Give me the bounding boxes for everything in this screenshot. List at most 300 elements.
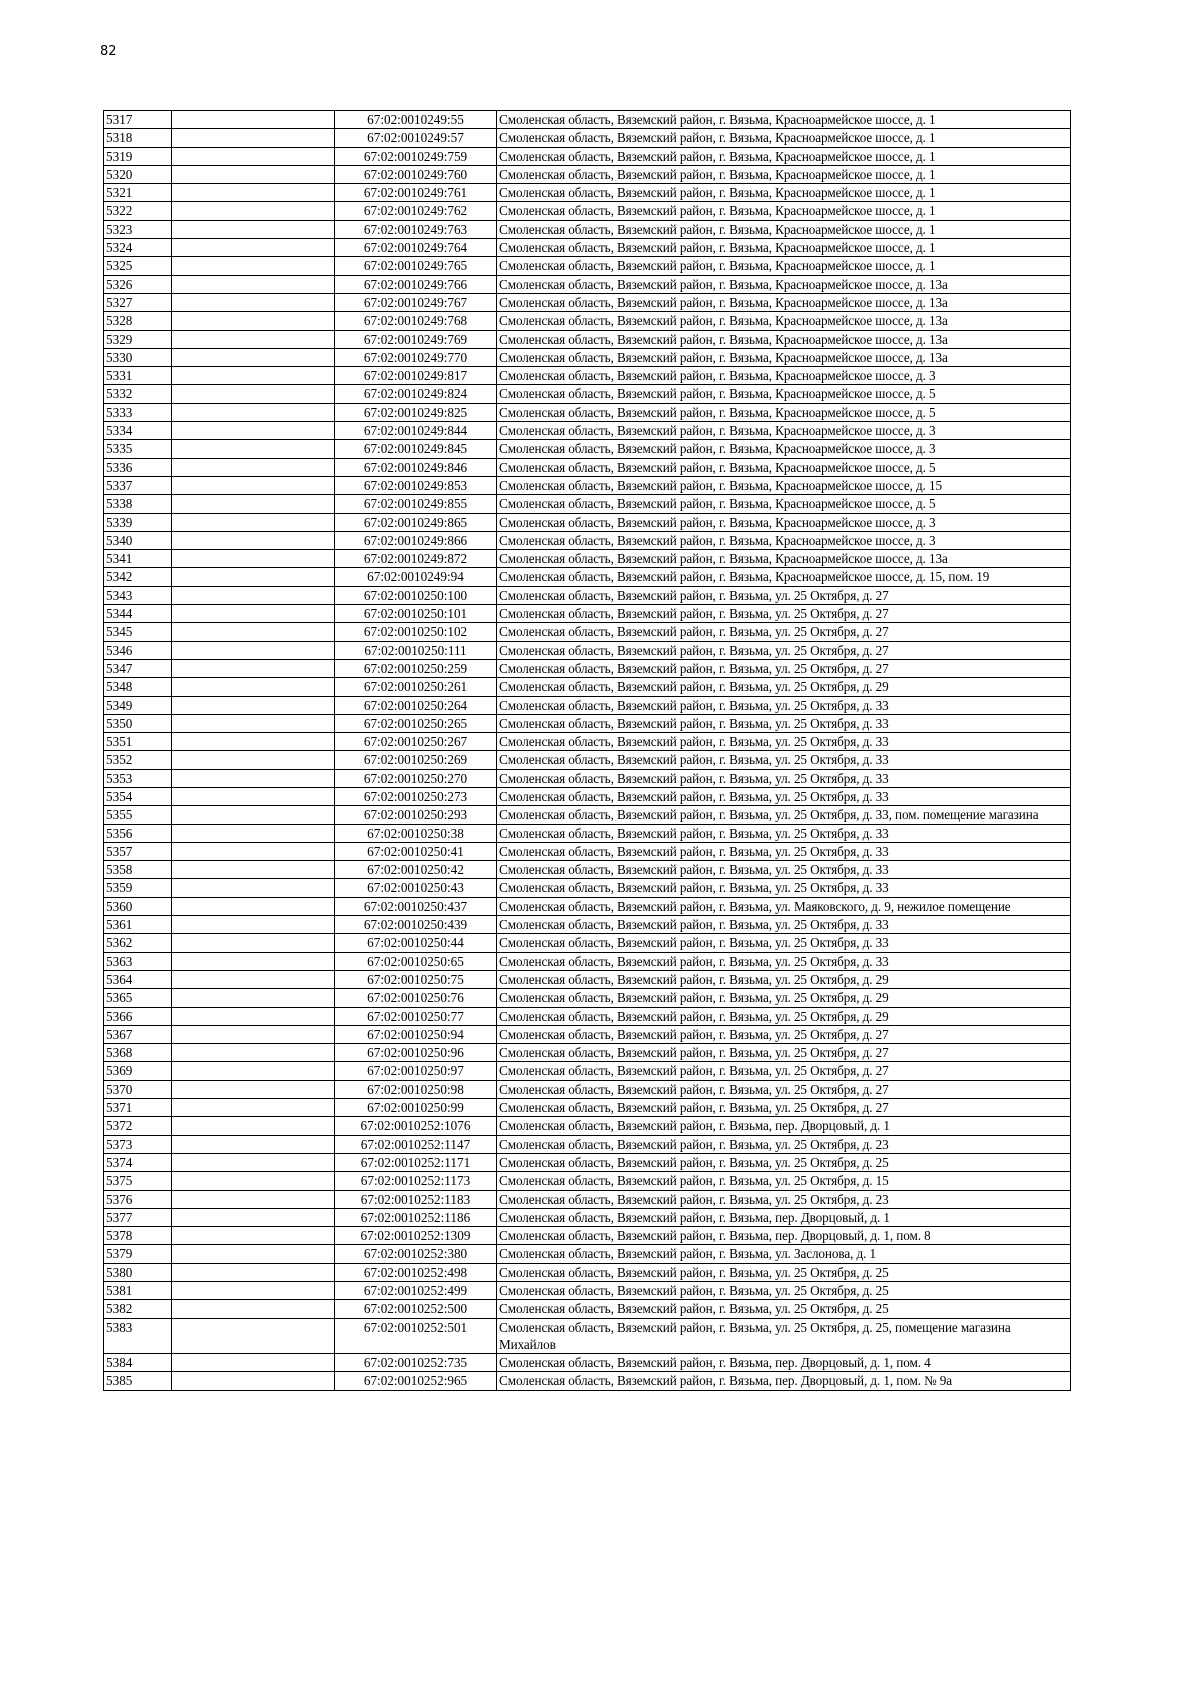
table-row (104, 605, 1071, 623)
cadastral-number-cell: 67:02:0010249:853 (335, 476, 497, 494)
address-cell: Смоленская область, Вяземский район, г. Вязьма, Красноармейское шоссе, д. 5 (497, 458, 1071, 476)
row-number-cell: 5335 (104, 440, 172, 458)
row-number-cell: 5352 (104, 751, 172, 769)
table-row (104, 1135, 1071, 1153)
table-row (104, 1282, 1071, 1300)
row-number-cell: 5354 (104, 787, 172, 805)
empty-cell (172, 1318, 335, 1354)
row-number-cell: 5377 (104, 1208, 172, 1226)
row-number-cell: 5359 (104, 879, 172, 897)
empty-cell (172, 623, 335, 641)
row-number-cell: 5338 (104, 495, 172, 513)
row-number-cell: 5363 (104, 952, 172, 970)
empty-cell (172, 897, 335, 915)
cadastral-number-cell: 67:02:0010249:762 (335, 202, 497, 220)
empty-cell (172, 422, 335, 440)
address-cell: Смоленская область, Вяземский район, г. Вязьма, пер. Дворцовый, д. 1, пом. № 9а (497, 1372, 1071, 1390)
row-number-cell: 5331 (104, 367, 172, 385)
address-cell: Смоленская область, Вяземский район, г. Вязьма, ул. 25 Октября, д. 33 (497, 696, 1071, 714)
address-cell: Смоленская область, Вяземский район, г. Вязьма, ул. 25 Октября, д. 33 (497, 824, 1071, 842)
empty-cell (172, 348, 335, 366)
table-row (104, 348, 1071, 366)
address-cell: Смоленская область, Вяземский район, г. Вязьма, Красноармейское шоссе, д. 1 (497, 147, 1071, 165)
address-cell: Смоленская область, Вяземский район, г. Вязьма, Красноармейское шоссе, д. 3 (497, 422, 1071, 440)
address-cell: Смоленская область, Вяземский район, г. Вязьма, ул. 25 Октября, д. 27 (497, 586, 1071, 604)
cadastral-number-cell: 67:02:0010250:437 (335, 897, 497, 915)
address-cell: Смоленская область, Вяземский район, г. Вязьма, ул. 25 Октября, д. 33 (497, 751, 1071, 769)
empty-cell (172, 1372, 335, 1390)
row-number-cell: 5342 (104, 568, 172, 586)
row-number-cell: 5360 (104, 897, 172, 915)
table-row (104, 751, 1071, 769)
cadastral-number-cell: 67:02:0010250:41 (335, 842, 497, 860)
table-row (104, 367, 1071, 385)
row-number-cell: 5327 (104, 293, 172, 311)
cadastral-number-cell: 67:02:0010250:269 (335, 751, 497, 769)
table-row (104, 1227, 1071, 1245)
table-row (104, 989, 1071, 1007)
table-row (104, 1044, 1071, 1062)
cadastral-number-cell: 67:02:0010249:845 (335, 440, 497, 458)
row-number-cell: 5334 (104, 422, 172, 440)
address-cell: Смоленская область, Вяземский район, г. Вязьма, ул. Заслонова, д. 1 (497, 1245, 1071, 1263)
table-row (104, 531, 1071, 549)
table-row (104, 220, 1071, 238)
empty-cell (172, 1135, 335, 1153)
address-cell: Смоленская область, Вяземский район, г. Вязьма, пер. Дворцовый, д. 1, пом. 4 (497, 1354, 1071, 1372)
row-number-cell: 5353 (104, 769, 172, 787)
table-row (104, 1025, 1071, 1043)
row-number-cell: 5378 (104, 1227, 172, 1245)
table-row (104, 147, 1071, 165)
table-row (104, 1263, 1071, 1281)
row-number-cell: 5362 (104, 934, 172, 952)
row-number-cell: 5336 (104, 458, 172, 476)
address-cell: Смоленская область, Вяземский район, г. Вязьма, Красноармейское шоссе, д. 3 (497, 367, 1071, 385)
table-row (104, 586, 1071, 604)
row-number-cell: 5340 (104, 531, 172, 549)
empty-cell (172, 476, 335, 494)
row-number-cell: 5319 (104, 147, 172, 165)
empty-cell (172, 403, 335, 421)
empty-cell (172, 1007, 335, 1025)
address-cell: Смоленская область, Вяземский район, г. Вязьма, ул. 25 Октября, д. 33 (497, 769, 1071, 787)
cadastral-number-cell: 67:02:0010249:824 (335, 385, 497, 403)
empty-cell (172, 641, 335, 659)
empty-cell (172, 458, 335, 476)
table-row (104, 1208, 1071, 1226)
address-cell: Смоленская область, Вяземский район, г. Вязьма, пер. Дворцовый, д. 1, пом. 8 (497, 1227, 1071, 1245)
address-cell: Смоленская область, Вяземский район, г. Вязьма, Красноармейское шоссе, д. 3 (497, 513, 1071, 531)
row-number-cell: 5345 (104, 623, 172, 641)
cadastral-number-cell: 67:02:0010249:770 (335, 348, 497, 366)
table-row (104, 403, 1071, 421)
table-row (104, 897, 1071, 915)
table-row (104, 1080, 1071, 1098)
row-number-cell: 5328 (104, 312, 172, 330)
cadastral-number-cell: 67:02:0010249:94 (335, 568, 497, 586)
address-cell: Смоленская область, Вяземский район, г. Вязьма, Красноармейское шоссе, д. 13а (497, 550, 1071, 568)
row-number-cell: 5329 (104, 330, 172, 348)
table-row (104, 476, 1071, 494)
row-number-cell: 5321 (104, 184, 172, 202)
address-cell: Смоленская область, Вяземский район, г. Вязьма, ул. 25 Октября, д. 33 (497, 714, 1071, 732)
row-number-cell: 5330 (104, 348, 172, 366)
row-number-cell: 5317 (104, 111, 172, 129)
empty-cell (172, 1080, 335, 1098)
empty-cell (172, 879, 335, 897)
address-cell: Смоленская область, Вяземский район, г. Вязьма, ул. 25 Октября, д. 25, помещение магазина Михайлов (497, 1318, 1071, 1354)
table-row (104, 513, 1071, 531)
address-cell: Смоленская область, Вяземский район, г. Вязьма, Красноармейское шоссе, д. 13а (497, 348, 1071, 366)
cadastral-number-cell: 67:02:0010249:865 (335, 513, 497, 531)
empty-cell (172, 787, 335, 805)
table-row (104, 842, 1071, 860)
cadastral-number-cell: 67:02:0010249:767 (335, 293, 497, 311)
cadastral-number-cell: 67:02:0010252:380 (335, 1245, 497, 1263)
address-cell: Смоленская область, Вяземский район, г. Вязьма, ул. 25 Октября, д. 23 (497, 1190, 1071, 1208)
empty-cell (172, 312, 335, 330)
cadastral-number-cell: 67:02:0010252:1076 (335, 1117, 497, 1135)
table-row (104, 769, 1071, 787)
row-number-cell: 5326 (104, 275, 172, 293)
address-cell: Смоленская область, Вяземский район, г. Вязьма, ул. 25 Октября, д. 27 (497, 623, 1071, 641)
address-cell: Смоленская область, Вяземский район, г. Вязьма, Красноармейское шоссе, д. 13а (497, 330, 1071, 348)
address-cell: Смоленская область, Вяземский район, г. Вязьма, ул. 25 Октября, д. 27 (497, 659, 1071, 677)
empty-cell (172, 842, 335, 860)
table-row (104, 1172, 1071, 1190)
table-row (104, 824, 1071, 842)
empty-cell (172, 440, 335, 458)
row-number-cell: 5383 (104, 1318, 172, 1354)
address-cell: Смоленская область, Вяземский район, г. Вязьма, ул. 25 Октября, д. 25 (497, 1263, 1071, 1281)
empty-cell (172, 1117, 335, 1135)
table-row (104, 1190, 1071, 1208)
empty-cell (172, 568, 335, 586)
cadastral-number-cell: 67:02:0010250:102 (335, 623, 497, 641)
cadastral-number-cell: 67:02:0010252:500 (335, 1300, 497, 1318)
empty-cell (172, 550, 335, 568)
address-cell: Смоленская область, Вяземский район, г. Вязьма, ул. 25 Октября, д. 33, пом. помещение магазина (497, 806, 1071, 824)
address-cell: Смоленская область, Вяземский район, г. Вязьма, ул. 25 Октября, д. 29 (497, 1007, 1071, 1025)
row-number-cell: 5357 (104, 842, 172, 860)
row-number-cell: 5358 (104, 861, 172, 879)
row-number-cell: 5343 (104, 586, 172, 604)
address-cell: Смоленская область, Вяземский район, г. Вязьма, Красноармейское шоссе, д. 3 (497, 440, 1071, 458)
empty-cell (172, 495, 335, 513)
cadastral-number-cell: 67:02:0010250:111 (335, 641, 497, 659)
address-cell: Смоленская область, Вяземский район, г. Вязьма, ул. 25 Октября, д. 33 (497, 842, 1071, 860)
empty-cell (172, 659, 335, 677)
cadastral-number-cell: 67:02:0010250:42 (335, 861, 497, 879)
cadastral-number-cell: 67:02:0010249:768 (335, 312, 497, 330)
row-number-cell: 5366 (104, 1007, 172, 1025)
table-row (104, 970, 1071, 988)
cadastral-number-cell: 67:02:0010250:273 (335, 787, 497, 805)
cadastral-number-cell: 67:02:0010249:766 (335, 275, 497, 293)
address-cell: Смоленская область, Вяземский район, г. Вязьма, ул. 25 Октября, д. 29 (497, 678, 1071, 696)
cadastral-number-cell: 67:02:0010249:57 (335, 129, 497, 147)
table-row (104, 1318, 1071, 1354)
cadastral-number-cell: 67:02:0010249:761 (335, 184, 497, 202)
table-row (104, 641, 1071, 659)
table-row (104, 714, 1071, 732)
empty-cell (172, 1300, 335, 1318)
row-number-cell: 5370 (104, 1080, 172, 1098)
cadastral-number-cell: 67:02:0010249:855 (335, 495, 497, 513)
address-cell: Смоленская область, Вяземский район, г. Вязьма, Красноармейское шоссе, д. 3 (497, 531, 1071, 549)
cadastral-number-cell: 67:02:0010249:764 (335, 239, 497, 257)
empty-cell (172, 1025, 335, 1043)
row-number-cell: 5348 (104, 678, 172, 696)
empty-cell (172, 1354, 335, 1372)
cadastral-number-cell: 67:02:0010249:760 (335, 165, 497, 183)
cadastral-number-cell: 67:02:0010250:439 (335, 916, 497, 934)
cadastral-number-cell: 67:02:0010249:846 (335, 458, 497, 476)
empty-cell (172, 733, 335, 751)
empty-cell (172, 769, 335, 787)
address-cell: Смоленская область, Вяземский район, г. Вязьма, ул. 25 Октября, д. 25 (497, 1300, 1071, 1318)
property-table (103, 110, 1071, 1391)
row-number-cell: 5333 (104, 403, 172, 421)
empty-cell (172, 970, 335, 988)
cadastral-number-cell: 67:02:0010250:96 (335, 1044, 497, 1062)
table-row (104, 1062, 1071, 1080)
address-cell: Смоленская область, Вяземский район, г. Вязьма, ул. 25 Октября, д. 33 (497, 787, 1071, 805)
cadastral-number-cell: 67:02:0010250:293 (335, 806, 497, 824)
empty-cell (172, 586, 335, 604)
empty-cell (172, 678, 335, 696)
table-row (104, 239, 1071, 257)
cadastral-number-cell: 67:02:0010250:75 (335, 970, 497, 988)
address-cell: Смоленская область, Вяземский район, г. Вязьма, Красноармейское шоссе, д. 1 (497, 165, 1071, 183)
empty-cell (172, 531, 335, 549)
address-cell: Смоленская область, Вяземский район, г. Вязьма, ул. 25 Октября, д. 25 (497, 1153, 1071, 1171)
empty-cell (172, 275, 335, 293)
row-number-cell: 5323 (104, 220, 172, 238)
cadastral-number-cell: 67:02:0010250:97 (335, 1062, 497, 1080)
cadastral-number-cell: 67:02:0010249:825 (335, 403, 497, 421)
cadastral-number-cell: 67:02:0010250:77 (335, 1007, 497, 1025)
table-row (104, 1117, 1071, 1135)
empty-cell (172, 1099, 335, 1117)
empty-cell (172, 916, 335, 934)
cadastral-number-cell: 67:02:0010252:501 (335, 1318, 497, 1354)
empty-cell (172, 861, 335, 879)
empty-cell (172, 1153, 335, 1171)
cadastral-number-cell: 67:02:0010250:264 (335, 696, 497, 714)
empty-cell (172, 513, 335, 531)
table-row (104, 550, 1071, 568)
row-number-cell: 5339 (104, 513, 172, 531)
cadastral-number-cell: 67:02:0010252:499 (335, 1282, 497, 1300)
table-body (104, 111, 1071, 1391)
table-row (104, 1099, 1071, 1117)
empty-cell (172, 824, 335, 842)
table-row (104, 495, 1071, 513)
table-row (104, 659, 1071, 677)
row-number-cell: 5346 (104, 641, 172, 659)
row-number-cell: 5347 (104, 659, 172, 677)
cadastral-number-cell: 67:02:0010252:1171 (335, 1153, 497, 1171)
address-cell: Смоленская область, Вяземский район, г. Вязьма, Красноармейское шоссе, д. 1 (497, 129, 1071, 147)
cadastral-number-cell: 67:02:0010252:1183 (335, 1190, 497, 1208)
empty-cell (172, 934, 335, 952)
cadastral-number-cell: 67:02:0010252:1309 (335, 1227, 497, 1245)
cadastral-number-cell: 67:02:0010249:765 (335, 257, 497, 275)
address-cell: Смоленская область, Вяземский район, г. Вязьма, Красноармейское шоссе, д. 1 (497, 111, 1071, 129)
empty-cell (172, 806, 335, 824)
cadastral-number-cell: 67:02:0010252:498 (335, 1263, 497, 1281)
address-cell: Смоленская область, Вяземский район, г. Вязьма, Красноармейское шоссе, д. 5 (497, 403, 1071, 421)
cadastral-number-cell: 67:02:0010252:1186 (335, 1208, 497, 1226)
address-cell: Смоленская область, Вяземский район, г. Вязьма, пер. Дворцовый, д. 1 (497, 1208, 1071, 1226)
table-row (104, 184, 1071, 202)
address-cell: Смоленская область, Вяземский район, г. Вязьма, ул. 25 Октября, д. 15 (497, 1172, 1071, 1190)
cadastral-number-cell: 67:02:0010250:43 (335, 879, 497, 897)
address-cell: Смоленская область, Вяземский район, г. Вязьма, Красноармейское шоссе, д. 1 (497, 239, 1071, 257)
table-row (104, 952, 1071, 970)
cadastral-number-cell: 67:02:0010252:1173 (335, 1172, 497, 1190)
cadastral-number-cell: 67:02:0010249:817 (335, 367, 497, 385)
address-cell: Смоленская область, Вяземский район, г. Вязьма, ул. 25 Октября, д. 27 (497, 1044, 1071, 1062)
empty-cell (172, 220, 335, 238)
table-row (104, 440, 1071, 458)
row-number-cell: 5382 (104, 1300, 172, 1318)
row-number-cell: 5320 (104, 165, 172, 183)
table-row (104, 1372, 1071, 1390)
table-row (104, 257, 1071, 275)
row-number-cell: 5324 (104, 239, 172, 257)
empty-cell (172, 239, 335, 257)
empty-cell (172, 1208, 335, 1226)
row-number-cell: 5371 (104, 1099, 172, 1117)
empty-cell (172, 605, 335, 623)
address-cell: Смоленская область, Вяземский район, г. Вязьма, ул. 25 Октября, д. 33 (497, 733, 1071, 751)
empty-cell (172, 147, 335, 165)
cadastral-number-cell: 67:02:0010250:101 (335, 605, 497, 623)
row-number-cell: 5376 (104, 1190, 172, 1208)
table-row (104, 934, 1071, 952)
row-number-cell: 5341 (104, 550, 172, 568)
address-cell: Смоленская область, Вяземский район, г. Вязьма, ул. 25 Октября, д. 33 (497, 934, 1071, 952)
table-row (104, 861, 1071, 879)
address-cell: Смоленская область, Вяземский район, г. Вязьма, Красноармейское шоссе, д. 13а (497, 293, 1071, 311)
address-cell: Смоленская область, Вяземский район, г. Вязьма, пер. Дворцовый, д. 1 (497, 1117, 1071, 1135)
row-number-cell: 5355 (104, 806, 172, 824)
row-number-cell: 5364 (104, 970, 172, 988)
address-cell: Смоленская область, Вяземский район, г. Вязьма, ул. 25 Октября, д. 27 (497, 605, 1071, 623)
cadastral-number-cell: 67:02:0010250:98 (335, 1080, 497, 1098)
address-cell: Смоленская область, Вяземский район, г. Вязьма, ул. 25 Октября, д. 29 (497, 970, 1071, 988)
row-number-cell: 5318 (104, 129, 172, 147)
empty-cell (172, 367, 335, 385)
cadastral-number-cell: 67:02:0010250:99 (335, 1099, 497, 1117)
row-number-cell: 5351 (104, 733, 172, 751)
address-cell: Смоленская область, Вяземский район, г. Вязьма, ул. 25 Октября, д. 27 (497, 641, 1071, 659)
cadastral-number-cell: 67:02:0010250:259 (335, 659, 497, 677)
row-number-cell: 5374 (104, 1153, 172, 1171)
address-cell: Смоленская область, Вяземский район, г. Вязьма, ул. 25 Октября, д. 33 (497, 952, 1071, 970)
empty-cell (172, 202, 335, 220)
cadastral-number-cell: 67:02:0010252:1147 (335, 1135, 497, 1153)
table-row (104, 623, 1071, 641)
table-row (104, 1300, 1071, 1318)
cadastral-number-cell: 67:02:0010249:872 (335, 550, 497, 568)
table-row (104, 330, 1071, 348)
address-cell: Смоленская область, Вяземский район, г. Вязьма, Красноармейское шоссе, д. 5 (497, 495, 1071, 513)
address-cell: Смоленская область, Вяземский район, г. Вязьма, Красноармейское шоссе, д. 1 (497, 220, 1071, 238)
cadastral-number-cell: 67:02:0010250:265 (335, 714, 497, 732)
table-row (104, 293, 1071, 311)
empty-cell (172, 1282, 335, 1300)
row-number-cell: 5365 (104, 989, 172, 1007)
row-number-cell: 5373 (104, 1135, 172, 1153)
cadastral-number-cell: 67:02:0010250:38 (335, 824, 497, 842)
cadastral-number-cell: 67:02:0010250:261 (335, 678, 497, 696)
empty-cell (172, 257, 335, 275)
cadastral-number-cell: 67:02:0010250:267 (335, 733, 497, 751)
address-cell: Смоленская область, Вяземский район, г. Вязьма, ул. 25 Октября, д. 29 (497, 989, 1071, 1007)
address-cell: Смоленская область, Вяземский район, г. Вязьма, Красноармейское шоссе, д. 1 (497, 257, 1071, 275)
address-cell: Смоленская область, Вяземский район, г. Вязьма, ул. 25 Октября, д. 23 (497, 1135, 1071, 1153)
table-row (104, 678, 1071, 696)
row-number-cell: 5349 (104, 696, 172, 714)
cadastral-number-cell: 67:02:0010249:55 (335, 111, 497, 129)
row-number-cell: 5361 (104, 916, 172, 934)
table-row (104, 165, 1071, 183)
table-row (104, 129, 1071, 147)
address-cell: Смоленская область, Вяземский район, г. Вязьма, ул. Маяковского, д. 9, нежилое помещение (497, 897, 1071, 915)
table-row (104, 733, 1071, 751)
table-row (104, 568, 1071, 586)
cadastral-number-cell: 67:02:0010249:866 (335, 531, 497, 549)
address-cell: Смоленская область, Вяземский район, г. Вязьма, Красноармейское шоссе, д. 5 (497, 385, 1071, 403)
table-row (104, 916, 1071, 934)
cadastral-number-cell: 67:02:0010249:844 (335, 422, 497, 440)
table-row (104, 879, 1071, 897)
address-cell: Смоленская область, Вяземский район, г. Вязьма, ул. 25 Октября, д. 33 (497, 861, 1071, 879)
address-cell: Смоленская область, Вяземский район, г. Вязьма, ул. 25 Октября, д. 25 (497, 1282, 1071, 1300)
table-row (104, 458, 1071, 476)
address-cell: Смоленская область, Вяземский район, г. Вязьма, ул. 25 Октября, д. 27 (497, 1062, 1071, 1080)
table-row (104, 1245, 1071, 1263)
row-number-cell: 5332 (104, 385, 172, 403)
empty-cell (172, 385, 335, 403)
cadastral-number-cell: 67:02:0010252:965 (335, 1372, 497, 1390)
address-cell: Смоленская область, Вяземский район, г. Вязьма, ул. 25 Октября, д. 33 (497, 916, 1071, 934)
empty-cell (172, 989, 335, 1007)
empty-cell (172, 1062, 335, 1080)
address-cell: Смоленская область, Вяземский район, г. Вязьма, ул. 25 Октября, д. 27 (497, 1099, 1071, 1117)
empty-cell (172, 751, 335, 769)
table-row (104, 422, 1071, 440)
cadastral-number-cell: 67:02:0010249:769 (335, 330, 497, 348)
table-row (104, 312, 1071, 330)
empty-cell (172, 293, 335, 311)
row-number-cell: 5380 (104, 1263, 172, 1281)
row-number-cell: 5379 (104, 1245, 172, 1263)
empty-cell (172, 1172, 335, 1190)
cadastral-number-cell: 67:02:0010250:44 (335, 934, 497, 952)
address-cell: Смоленская область, Вяземский район, г. Вязьма, Красноармейское шоссе, д. 1 (497, 184, 1071, 202)
row-number-cell: 5367 (104, 1025, 172, 1043)
empty-cell (172, 1190, 335, 1208)
table-row (104, 696, 1071, 714)
cadastral-number-cell: 67:02:0010250:270 (335, 769, 497, 787)
row-number-cell: 5344 (104, 605, 172, 623)
empty-cell (172, 952, 335, 970)
